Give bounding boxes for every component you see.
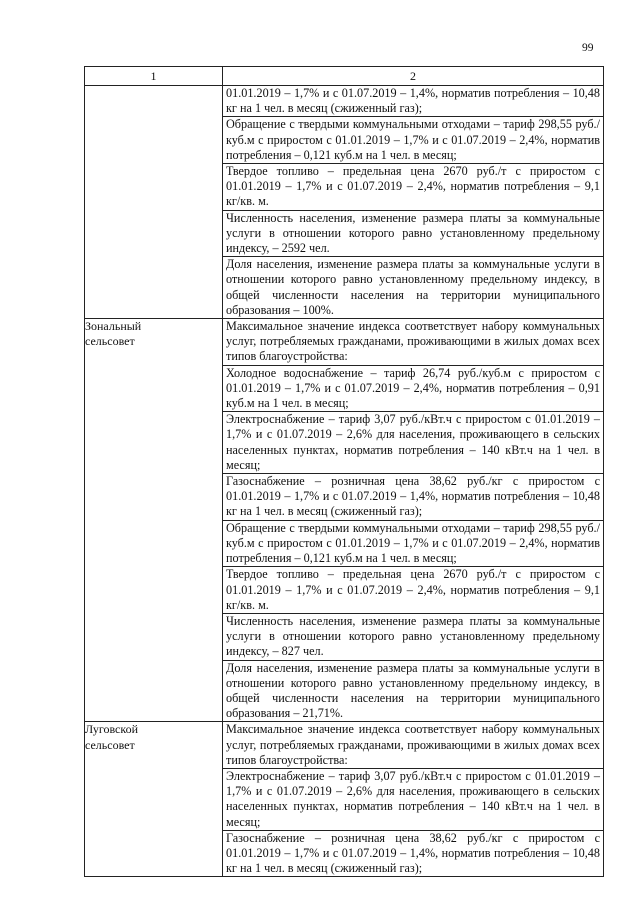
column-header-1: 1: [85, 67, 223, 86]
paragraph: Холодное водоснабжение – тариф 26,74 руб./куб.м с приростом с 01.01.2019 – 1,7% и с 01.07.2019 – 2,4%, норматив потребления – 0,91 куб.м на 1 чел. в месяц;: [223, 366, 603, 413]
column-header-2: 2: [223, 67, 604, 86]
indicator-cell: [223, 86, 604, 319]
paragraph: Доля населения, изменение размера платы за коммунальные услуги в отношении которого равно установленному предельному индексу, в общей численности населения на территории муниципального образования – 100%.: [226, 257, 600, 317]
paragraph: Численность населения, изменение размера платы за коммунальные услуги в отношении которого равно установленному предельному индексу, – 2592 чел.: [223, 211, 603, 258]
municipality-name-line: Луговской: [85, 722, 139, 737]
header-row: [85, 67, 604, 86]
paragraph: Максимальное значение индекса соответствует набору коммунальных услуг, потребляемых гражданами, проживающими в жилых домах всех типов благоустройства:: [223, 722, 603, 769]
municipality-cell: [85, 86, 223, 319]
paragraph: Обращение с твердыми коммунальными отходами – тариф 298,55 руб./куб.м с приростом с 01.01.2019 – 1,7% и с 01.07.2019 – 2,4%, норматив потребления – 0,121 куб.м на 1 чел. в месяц;: [223, 117, 603, 164]
paragraph: Доля населения, изменение размера платы за коммунальные услуги в отношении которого равно установленному предельному индексу, в общей численности населения на территории муниципального образования – 21,71%.: [226, 660, 600, 721]
paragraph: Обращение с твердыми коммунальными отходами – тариф 298,55 руб./куб.м с приростом с 01.01.2019 – 1,7% и с 01.07.2019 – 2,4%, норматив потребления – 0,121 куб.м на 1 чел. в месяц;: [223, 521, 603, 568]
municipality-cell: [85, 319, 223, 722]
tariff-table: [84, 66, 604, 877]
table-row: [85, 319, 604, 722]
paragraph: Численность населения, изменение размера платы за коммунальные услуги в отношении которого равно установленному предельному индексу, – 827 чел.: [223, 614, 603, 661]
paragraph: Электроснабжение – тариф 3,07 руб./кВт.ч с приростом с 01.01.2019 – 1,7% и с 01.07.2019 – 2,6% для населения, проживающего в сельских населенных пунктах, норматив потребления – 140 кВт.ч на 1 чел. в месяц;: [223, 769, 603, 831]
municipality-name-line: сельсовет: [85, 334, 135, 349]
municipality-name-line: Зональный: [85, 319, 142, 334]
indicator-cell: [223, 722, 604, 877]
paragraph: 01.01.2019 – 1,7% и с 01.07.2019 – 1,4%, норматив потребления – 10,48 кг на 1 чел. в месяц (сжиженный газ);: [223, 86, 603, 117]
municipality-cell: [85, 722, 223, 877]
paragraph: Твердое топливо – предельная цена 2670 руб./т с приростом с 01.01.2019 – 1,7% и с 01.07.2019 – 2,4%, норматив потребления – 9,1 кг/кв. м.: [223, 164, 603, 211]
table-row: [85, 86, 604, 319]
paragraph: Электроснабжение – тариф 3,07 руб./кВт.ч с приростом с 01.01.2019 – 1,7% и с 01.07.2019 – 2,6% для населения, проживающего в сельских населенных пунктах, норматив потребления – 140 кВт.ч на 1 чел. в месяц;: [223, 412, 603, 474]
indicator-cell: [223, 319, 604, 722]
page-number: 99: [582, 42, 594, 54]
paragraph: Газоснабжение – розничная цена 38,62 руб./кг с приростом с 01.01.2019 – 1,7% и с 01.07.2019 – 1,4%, норматив потребления – 10,48 кг на 1 чел. в месяц (сжиженный газ);: [226, 830, 600, 876]
paragraph: Максимальное значение индекса соответствует набору коммунальных услуг, потребляемых гражданами, проживающими в жилых домах всех типов благоустройства:: [223, 319, 603, 366]
paragraph: Газоснабжение – розничная цена 38,62 руб./кг с приростом с 01.01.2019 – 1,7% и с 01.07.2019 – 1,4%, норматив потребления – 10,48 кг на 1 чел. в месяц (сжиженный газ);: [223, 474, 603, 521]
table-row: [85, 722, 604, 877]
paragraph: Твердое топливо – предельная цена 2670 руб./т с приростом с 01.01.2019 – 1,7% и с 01.07.2019 – 2,4%, норматив потребления – 9,1 кг/кв. м.: [223, 567, 603, 614]
municipality-name-line: сельсовет: [85, 737, 135, 752]
